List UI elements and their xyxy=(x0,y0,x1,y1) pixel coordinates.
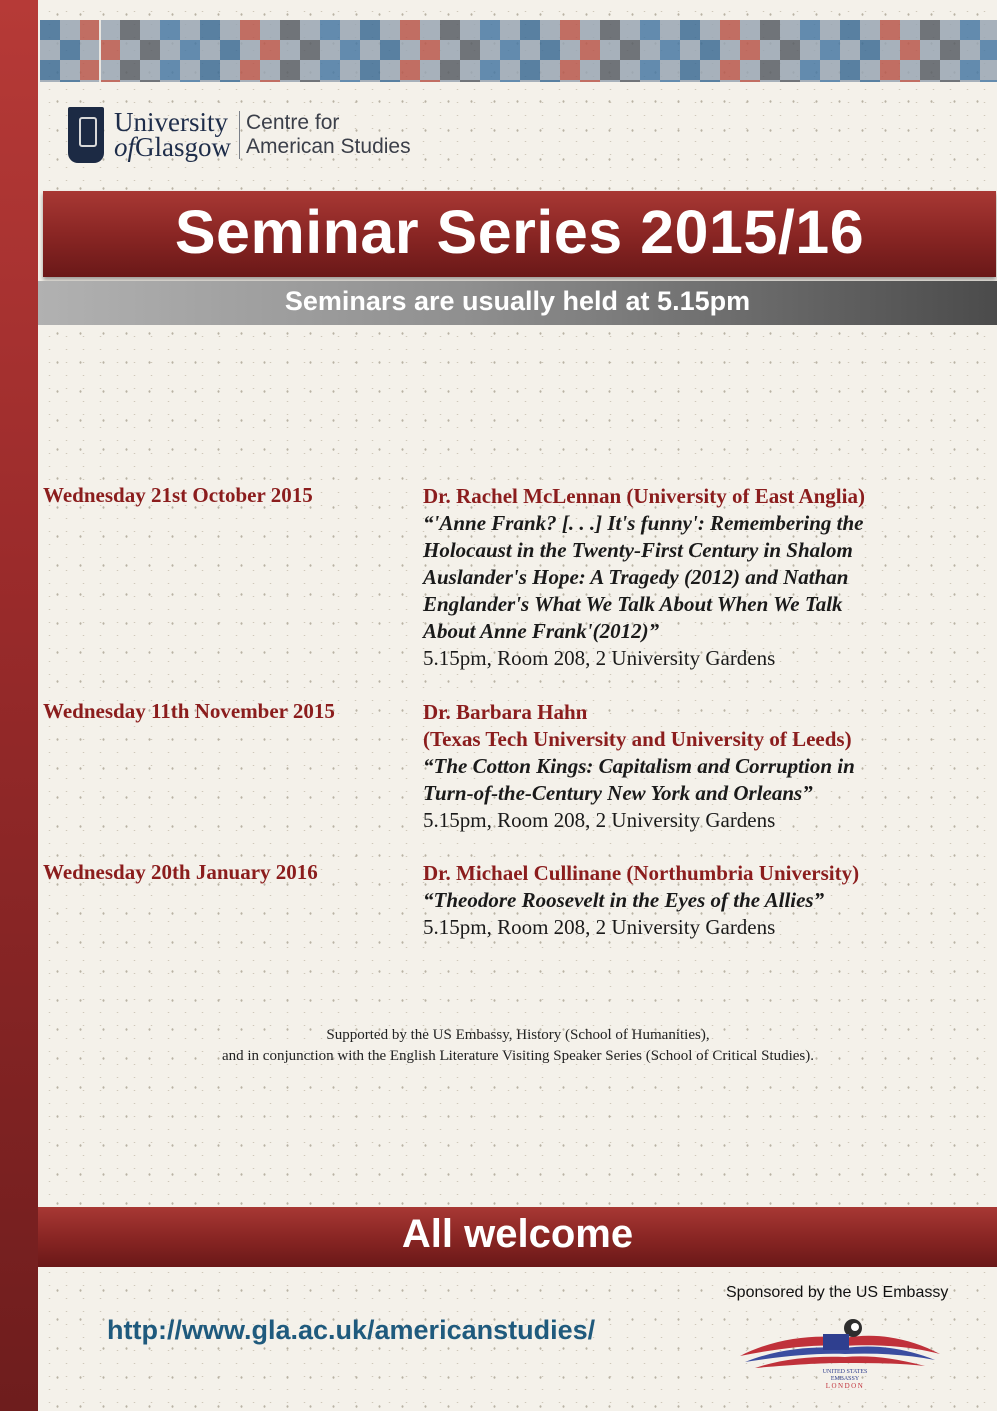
embassy-logo-line1: UNITED STATES xyxy=(822,1369,868,1375)
event-talk-line: “'Anne Frank? [. . .] It's funny': Remembering the xyxy=(423,511,864,535)
centre-name-line2: American Studies xyxy=(246,135,411,158)
embassy-logo-line2: EMBASSY xyxy=(830,1376,860,1382)
event-talk-line: Holocaust in the Twenty-First Century in Shalom xyxy=(423,538,853,562)
university-name xyxy=(114,107,232,162)
welcome-banner xyxy=(38,1207,997,1267)
university-name-line1: University xyxy=(114,107,228,137)
support-note xyxy=(43,1025,993,1067)
event-venue: 5.15pm, Room 208, 2 University Gardens xyxy=(423,915,776,939)
quilt-banner-image xyxy=(40,20,997,82)
centre-name xyxy=(246,111,411,159)
event-info xyxy=(423,699,943,834)
centre-name-line1: Centre for xyxy=(246,111,340,134)
subtitle: Seminars are usually held at 5.15pm xyxy=(284,286,751,316)
event-date: Wednesday 21st October 2015 xyxy=(43,483,313,507)
university-name-city: Glasgow xyxy=(135,132,232,162)
page-title: Seminar Series 2015/16 xyxy=(174,198,865,266)
university-logo xyxy=(68,104,411,166)
event-talk-line: Turn-of-the-Century New York and Orleans” xyxy=(423,781,813,805)
event-speaker-affiliation: (Texas Tech University and University of Leeds) xyxy=(423,727,852,751)
crest-icon xyxy=(68,107,104,163)
event-talk-line: Auslander's Hope: A Tragedy (2012) and Nathan xyxy=(423,565,849,589)
event-venue: 5.15pm, Room 208, 2 University Gardens xyxy=(423,646,776,670)
support-line: and in conjunction with the English Literature Visiting Speaker Series (School of Critical Studies). xyxy=(221,1048,815,1064)
logo-divider xyxy=(239,111,240,159)
embassy-logo-line3: LONDON xyxy=(825,1382,865,1390)
event-info xyxy=(423,860,943,941)
event-speaker: Dr. Michael Cullinane (Northumbria University) xyxy=(423,861,860,885)
event-talk-line: About Anne Frank'(2012)” xyxy=(423,619,660,643)
welcome-text: All welcome xyxy=(401,1212,634,1256)
university-name-line2 xyxy=(114,132,232,162)
event-talk-line: “Theodore Roosevelt in the Eyes of the Allies” xyxy=(423,888,825,912)
website-link[interactable]: http://www.gla.ac.uk/americanstudies/ xyxy=(107,1315,596,1345)
event-talk-line: Englander's What We Talk About When We Talk xyxy=(423,592,843,616)
us-embassy-logo xyxy=(735,1316,945,1390)
sponsor-text: Sponsored by the US Embassy xyxy=(726,1284,949,1301)
university-name-of: of xyxy=(114,132,136,162)
event-talk-line: “The Cotton Kings: Capitalism and Corruption in xyxy=(423,754,855,778)
event-speaker: Dr. Barbara Hahn xyxy=(423,700,588,724)
event-date: Wednesday 20th January 2016 xyxy=(43,860,318,884)
title-banner xyxy=(43,191,996,277)
event-speaker: Dr. Rachel McLennan (University of East Anglia) xyxy=(423,484,865,508)
subtitle-banner xyxy=(38,281,997,325)
quilt-divider xyxy=(99,20,101,82)
event-info xyxy=(423,483,943,672)
event-date: Wednesday 11th November 2015 xyxy=(43,699,335,723)
support-line: Supported by the US Embassy, History (School of Humanities), xyxy=(326,1027,710,1043)
left-decorative-bar xyxy=(0,0,38,1411)
event-venue: 5.15pm, Room 208, 2 University Gardens xyxy=(423,808,776,832)
